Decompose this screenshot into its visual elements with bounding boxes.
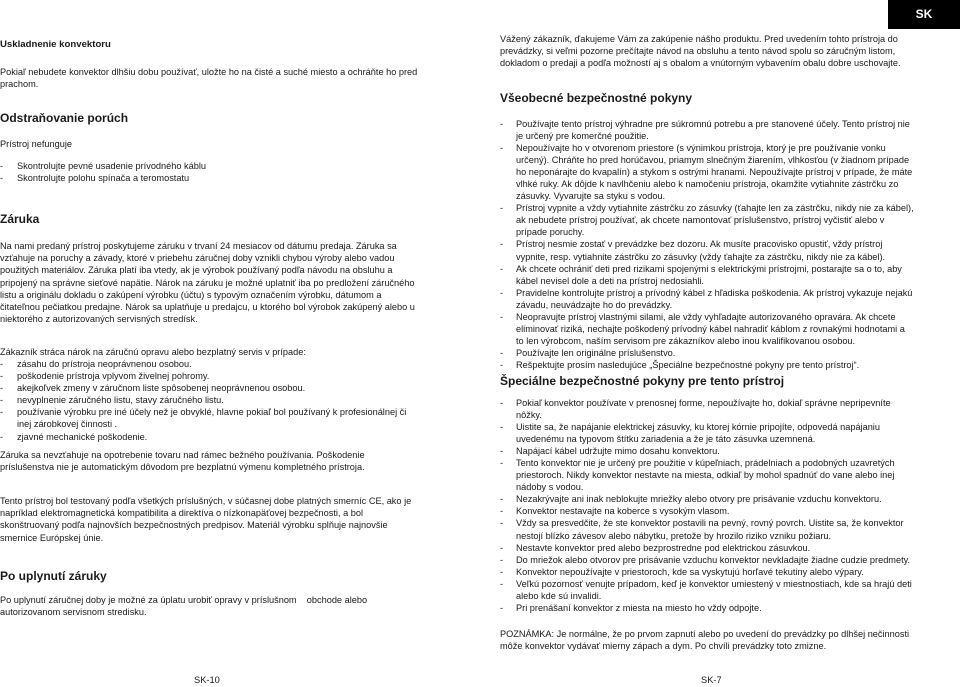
list-item: - Rešpektujte prosím nasledujúce „Špeciálne bezpečnostné pokyny pre tento prístroj“. (500, 359, 915, 371)
list-item: - Používajte tento prístroj výhradne pre súkromnú potrebu a pre stanovené účely. Tento prístroj nie je určený pre komerčné použitie. (500, 118, 915, 142)
loss-list (0, 358, 420, 443)
storage-title: Uskladnenie konvektoru (0, 39, 111, 50)
list-item: - Konvektor nestavajte na koberce s vysokým vlasom. (500, 505, 915, 517)
list-item: - Prístroj vypnite a vždy vytiahnite zástrčku zo zásuvky (ťahajte len za zástrčku, nikdy nie za kábel), ak nebudete prístroj používať, ak chcete namontovať príslušenstvo, prístroj vyčistiť alebo v prípade poruchy. (500, 202, 915, 238)
list-item: - Veľkú pozornosť venujte prípadom, keď je konvektor umiestený v miestnostiach, kde sa hrajú deti alebo kde sú invalidi. (500, 578, 915, 602)
list-item: - zjavné mechanické poškodenie. (0, 431, 148, 442)
warranty-paragraph: Na nami predaný prístroj poskytujeme záruku v trvaní 24 mesiacov od dátumu predaja. Záruka sa vzťahuje na poruchy a závady, ktoré v priebehu záručnej doby vznikli chybou výroby alebo vadou použitých materiálov. Záruka platí iba vtedy, ak je výrobok používaný podľa návodu na obsluhu a pripojený na správne sieťové napätie. Nárok na záruku je možné uplatniť iba po predložení záručného listu a originálu dokladu o zakúpení výrobku (účtu) s typovým označením výrobku, dátumom a čitateľnou pečiatkou predajne. Nárok sa uplatňuje u predajcu, u ktorého bol výrobok zakúpený alebo u niektorého z autorizovaných servisných stredísk. (0, 241, 415, 325)
list-item: - Prístroj nesmie zostať v prevádzke bez dozoru. Ak musíte pracovisko opustiť, vždy prístroj vypnite, resp. vytiahnite zástrčku zo zásuvky (vždy ťahajte za zástrčku, nikdy nie za kábel). (500, 238, 915, 262)
compliance-text: Tento prístroj bol testovaný podľa všetkých príslušných, v súčasnej dobe platných smerníc CE, ako je napríklad elektromagnetická kompatibilita a direktíva o nízkonapäťovej bezpečnosti, a bol skonštruovaný podľa najnovších bezpečnostných predpisov. Materiál výrobku splňuje najnovšie smernice Európskej únie. (0, 496, 412, 543)
list-item: - Pravidelne kontrolujte prístroj a prívodný kábel z hľadiska poškodenia. Ak prístroj vykazuje nejakú závadu, neuvádzajte ho do prevádzky. (500, 287, 915, 311)
page-number: SK-10 (194, 675, 220, 685)
list-item: - Ak chcete ochrániť deti pred rizikami spojenými s elektrickými prístrojmi, postarajte sa o to, aby kábel nevisel dole a deti na prístroj nedosiahli. (500, 263, 915, 287)
list-item: - Pri prenášaní konvektor z miesta na miesto ho vždy odpojte. (500, 602, 915, 614)
storage-text: Pokiaľ nebudete konvektor dlhšiu dobu používať, uložte ho na čisté a suché miesto a ochráňte ho pred prachom. (0, 67, 418, 90)
intro-text: Vážený zákazník, ďakujeme Vám za zakúpenie nášho produktu. Pred uvedením tohto prístroja do prevádzky, si veľmi pozorne prečítajte návod na obsluhu a tento návod spolu so záručným listom, dokladom o predaji a podľa možností aj s obalom a vnútorným vybavením obalu dobre uschovajte. (500, 34, 901, 69)
list-item: - Pokiaľ konvektor používate v prenosnej forme, nepoužívajte ho, dokiaľ správne nepripevníte nôžky. (500, 397, 915, 421)
list-item: - Vždy sa presvedčite, že ste konvektor postavili na pevný, rovný povrch. Uistite sa, že konvektor nestojí blízko závesov alebo nábytku, pretože by hrozilo riziko vzniku požiaru. (500, 517, 915, 541)
general-safety-title: Všeobecné bezpečnostné pokyny (500, 91, 693, 105)
checks-list (0, 160, 420, 184)
list-item: - Neopravujte prístroj vlastnými silami, ale vždy vyhľadajte autorizovaného opravára. Ak chcete eliminovať riziká, nechajte poškodený prívodný kábel nahradiť káblom z rovnakými hodnotami a to len výrobcom, naším servisom pre zákazníkov alebo inou kvalifikovanou osobou. (500, 311, 915, 347)
list-item: - Nestavte konvektor pred alebo bezprostredne pod elektrickou zásuvkou. (500, 542, 915, 554)
wear-text: Záruka sa nevzťahuje na opotrebenie tovaru nad rámec bežného používania. Poškodenie príslušenstva nie je automatickým dôvodom pre bezplatnú výmenu kompletného prístroja. (0, 450, 365, 473)
list-item: - Konvektor nepoužívajte v priestoroch, kde sa vyskytujú horľavé tekutiny alebo výpary. (500, 566, 915, 578)
troubleshoot-title: Odstraňovanie porúch (0, 111, 129, 125)
list-item: - Uistite sa, že napájanie elektrickej zásuvky, ku ktorej kórnie pripojíte, odpovedá napájaniu uvedenému na typovom štítku zariadenia a že je táto zásuvka uzemnená. (500, 421, 915, 445)
list-item: - zásahu do prístroja neoprávnenou osobou. (0, 359, 192, 369)
special-safety-list (500, 397, 915, 614)
after-warranty-title: Po uplynutí záruky (0, 569, 107, 583)
list-item: - Nepoužívajte ho v otvorenom priestore (s výnimkou prístroja, ktorý je pre používanie vonku určený). Chráňte ho pred horúčavou, priamym slnečným žiarením, vlhkosťou (v žiadnom prípade ho neponárajte do kvapalín) a stykom s ostrými hranami. Nepoužívajte prístroj v prípade, že máte vlhké ruky. Ak dôjde k navlhčeniu alebo k namočeniu prístroja, okamžite vytiahnite zástrčku zo zásuvky. Vyvarujte sa styku s vodou. (500, 142, 915, 202)
language-tab: SK (888, 0, 960, 29)
general-safety-list (500, 118, 915, 371)
page-number: SK-7 (701, 675, 722, 685)
note-text: POZNÁMKA: Je normálne, že po prvom zapnutí alebo po uvedení do prevádzky po dlhšej nečinnosti môže konvektor vydávať mierny zápach a dym. Po chvíli prevádzky toto zmizne. (500, 629, 910, 652)
list-item: - používanie výrobku pre iné účely než je obvyklé, hlavne pokiaľ bol používaný k profesionálnej či inej zárobkovej činnosti . (0, 407, 407, 430)
list-item: - Tento konvektor nie je určený pre použitie v kúpeľniach, prádelniach a podobných uzavretých priestoroch. Nikdy konvektor nestavte na miesta, odkiaľ by mohol spadnúť do vane alebo inej nádoby s vodou. (500, 457, 915, 493)
list-item: - Nezakrývajte ani inak neblokujte mriežky alebo otvory pre prisávanie vzduchu konvektoru. (500, 493, 915, 505)
list-item: - Skontrolujte polohu spínača a teromostatu (0, 173, 190, 184)
warranty-title: Záruka (0, 212, 40, 226)
list-item: - nevyplnenie záručného listu, stavy záručného listu. (0, 395, 224, 406)
list-item: - Skontrolujte pevné usadenie prívodného káblu (0, 161, 206, 171)
after-warranty-text: Po uplynutí záručnej doby je možné za úplatu urobiť opravy v príslušnom obchode alebo autorizovanom servisnom stredisku. (0, 595, 370, 618)
list-item: - Napájací kábel udržujte mimo dosahu konvektoru. (500, 445, 915, 457)
special-safety-title: Špeciálne bezpečnostné pokyny pre tento prístroj (500, 374, 785, 388)
loss-intro: Zákazník stráca nárok na záručnú opravu alebo bezplatný servis v prípade: (0, 347, 306, 357)
list-item: - poškodenie prístroja vplyvom živelnej pohromy. (0, 371, 210, 382)
list-item: - akejkoľvek zmeny v záručnom liste spôsobenej neoprávnenou osobou. (0, 383, 306, 394)
list-item: - Používajte len originálne príslušenstvo. (500, 347, 915, 359)
list-item: - Do mriežok alebo otvorov pre prisávanie vzduchu konvektor nevkladajte žiadne cudzie predmety. (500, 554, 915, 566)
device-not-working: Prístroj nefunguje (0, 139, 73, 149)
